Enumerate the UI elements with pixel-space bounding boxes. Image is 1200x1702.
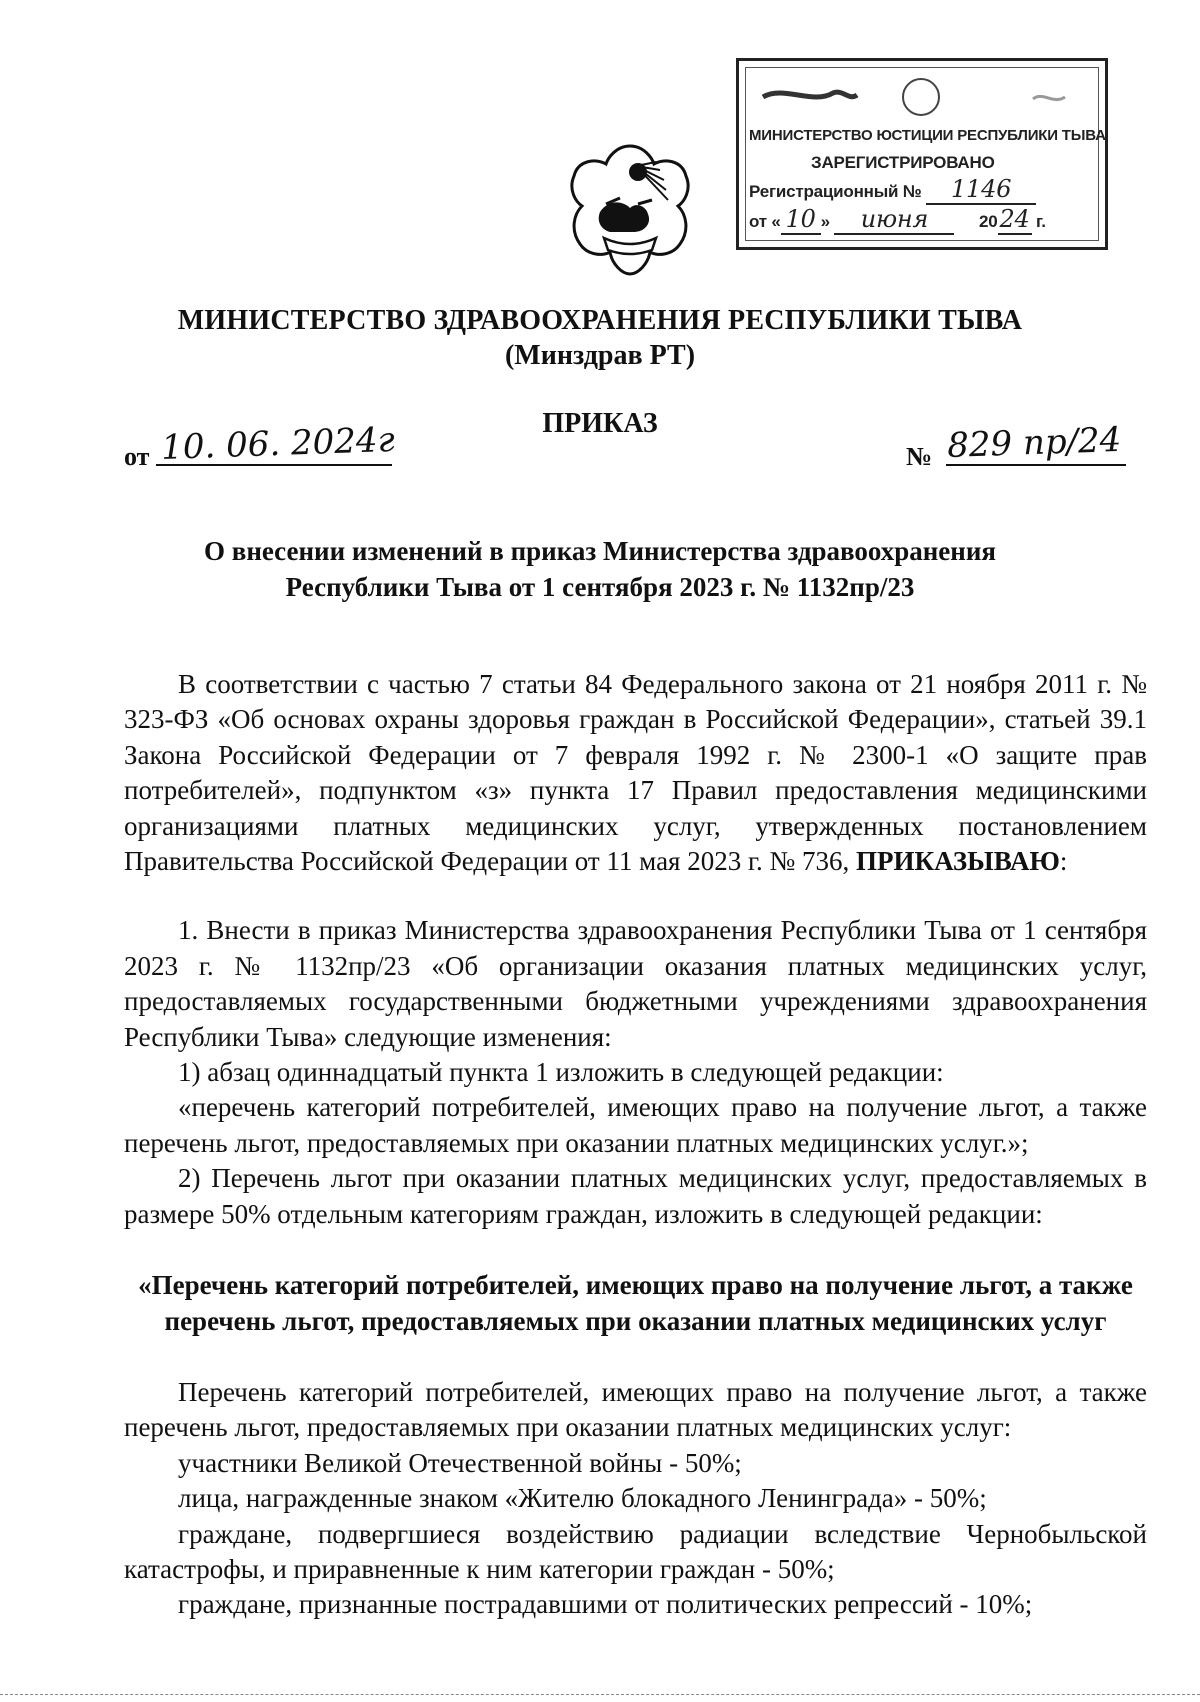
order-number-handwritten: 829 пр/24 bbox=[946, 419, 1122, 466]
stamp-date-year-prefix: 20 bbox=[979, 212, 998, 231]
stamp-registration-row bbox=[749, 175, 1036, 205]
quoted-wording-paragraph: «перечень категорий потребителей, имеющих право на получение льгот, а также перечень льгот, предоставляемых при оказании платных медицинских услуг.»; bbox=[124, 1092, 1147, 1158]
stamp-emblem-smudge-icon bbox=[753, 75, 1093, 119]
stamp-registered-label: ЗАРЕГИСТРИРОВАНО bbox=[811, 153, 995, 172]
stamp-date-year-suffix: 24 bbox=[999, 205, 1030, 233]
stamp-date-day: 10 bbox=[781, 205, 821, 235]
list-intro-paragraph: Перечень категорий потребителей, имеющих право на получение льгот, а также перечень льгот, предоставляемых при оказании платных медицинских услуг: bbox=[124, 1376, 1147, 1443]
order-number-label: № bbox=[906, 442, 933, 471]
registration-stamp bbox=[736, 58, 1108, 250]
preamble-colon: : bbox=[1059, 846, 1068, 877]
page-bottom-edge bbox=[0, 1694, 1200, 1695]
subclause-1-paragraph: 1) абзац одиннадцатый пункта 1 изложить в следующей редакции: bbox=[178, 1057, 944, 1088]
preamble-text: В соответствии с частью 7 статьи 84 Федерального закона от 21 ноября 2011 г. № 323-ФЗ «Об основах охраны здоровья граждан в Российской Федерации», статьей 39.1 Закона Российской Федерации от 7 февраля 1992 г. № 2300-1 «О защите прав потребителей», подпунктом «з» пункта 17 Правил предоставления медицинскими организациями платных медицинских услуг, утвержденных постановлением Правительства Российской Федерации от 11 мая 2023 г. № 736, bbox=[124, 669, 1147, 877]
ministry-name: МИНИСТЕРСТВО ЗДРАВООХРАНЕНИЯ РЕСПУБЛИКИ ТЫВА bbox=[177, 305, 1023, 336]
stamp-date-month: июня bbox=[834, 205, 954, 235]
order-title: ПРИКАЗ bbox=[542, 408, 658, 439]
list-item: лица, награжденные знаком «Жителю блокадного Ленинграда» - 50%; bbox=[178, 1483, 987, 1514]
order-subject: О внесении изменений в приказ Министерства здравоохранения Республики Тыва от 1 сентября 2023 г. № 1132пр/23 bbox=[203, 536, 996, 602]
list-item: граждане, признанные пострадавшими от политических репрессий - 10%; bbox=[178, 1589, 1033, 1620]
order-date-label: от bbox=[124, 442, 150, 471]
stamp-registration-number: 1146 bbox=[926, 175, 1036, 205]
stamp-date-mid: » bbox=[820, 212, 830, 231]
stamp-date-row bbox=[749, 205, 1046, 235]
stamp-registration-label: Регистрационный № bbox=[749, 182, 922, 201]
list-item: участники Великой Отечественной войны - 50%; bbox=[178, 1447, 742, 1478]
subclause-2-paragraph: 2) Перечень льгот при оказании платных медицинских услуг, предоставляемых в размере 50% отдельным категориям граждан, изложить в следующей редакции: bbox=[124, 1163, 1147, 1229]
order-body bbox=[124, 667, 1147, 1623]
preamble-paragraph bbox=[124, 667, 1147, 879]
order-date-handwritten: 10. 06. 2024г bbox=[160, 419, 396, 468]
list-item: граждане, подвергшиеся воздействию радиации вследствие Чернобыльской катастрофы, и приравненные к ним категории граждан - 50%; bbox=[124, 1518, 1147, 1584]
section-title: «Перечень категорий потребителей, имеющих право на получение льгот, а также перечень льгот, предоставляемых при оказании платных медицинских услуг bbox=[138, 1270, 1133, 1336]
clause-1-paragraph: 1. Внести в приказ Министерства здравоохранения Республики Тыва от 1 сентября 2023 г. № 1132пр/23 «Об организации оказания платных медицинских услуг, предоставляемых государственными бюджетными учреждениями здравоохранения Республики Тыва» следующие изменения: bbox=[124, 915, 1147, 1052]
stamp-date-end: г. bbox=[1036, 212, 1046, 231]
ministry-abbreviation: (Минздрав РТ) bbox=[504, 340, 696, 371]
stamp-ministry-of-justice: МИНИСТЕРСТВО ЮСТИЦИИ РЕСПУБЛИКИ ТЫВА bbox=[749, 127, 1106, 144]
order-directive: ПРИКАЗЫВАЮ bbox=[856, 846, 1060, 877]
stamp-date-prefix: от « bbox=[749, 212, 781, 231]
coat-of-arms-emblem bbox=[560, 140, 700, 280]
